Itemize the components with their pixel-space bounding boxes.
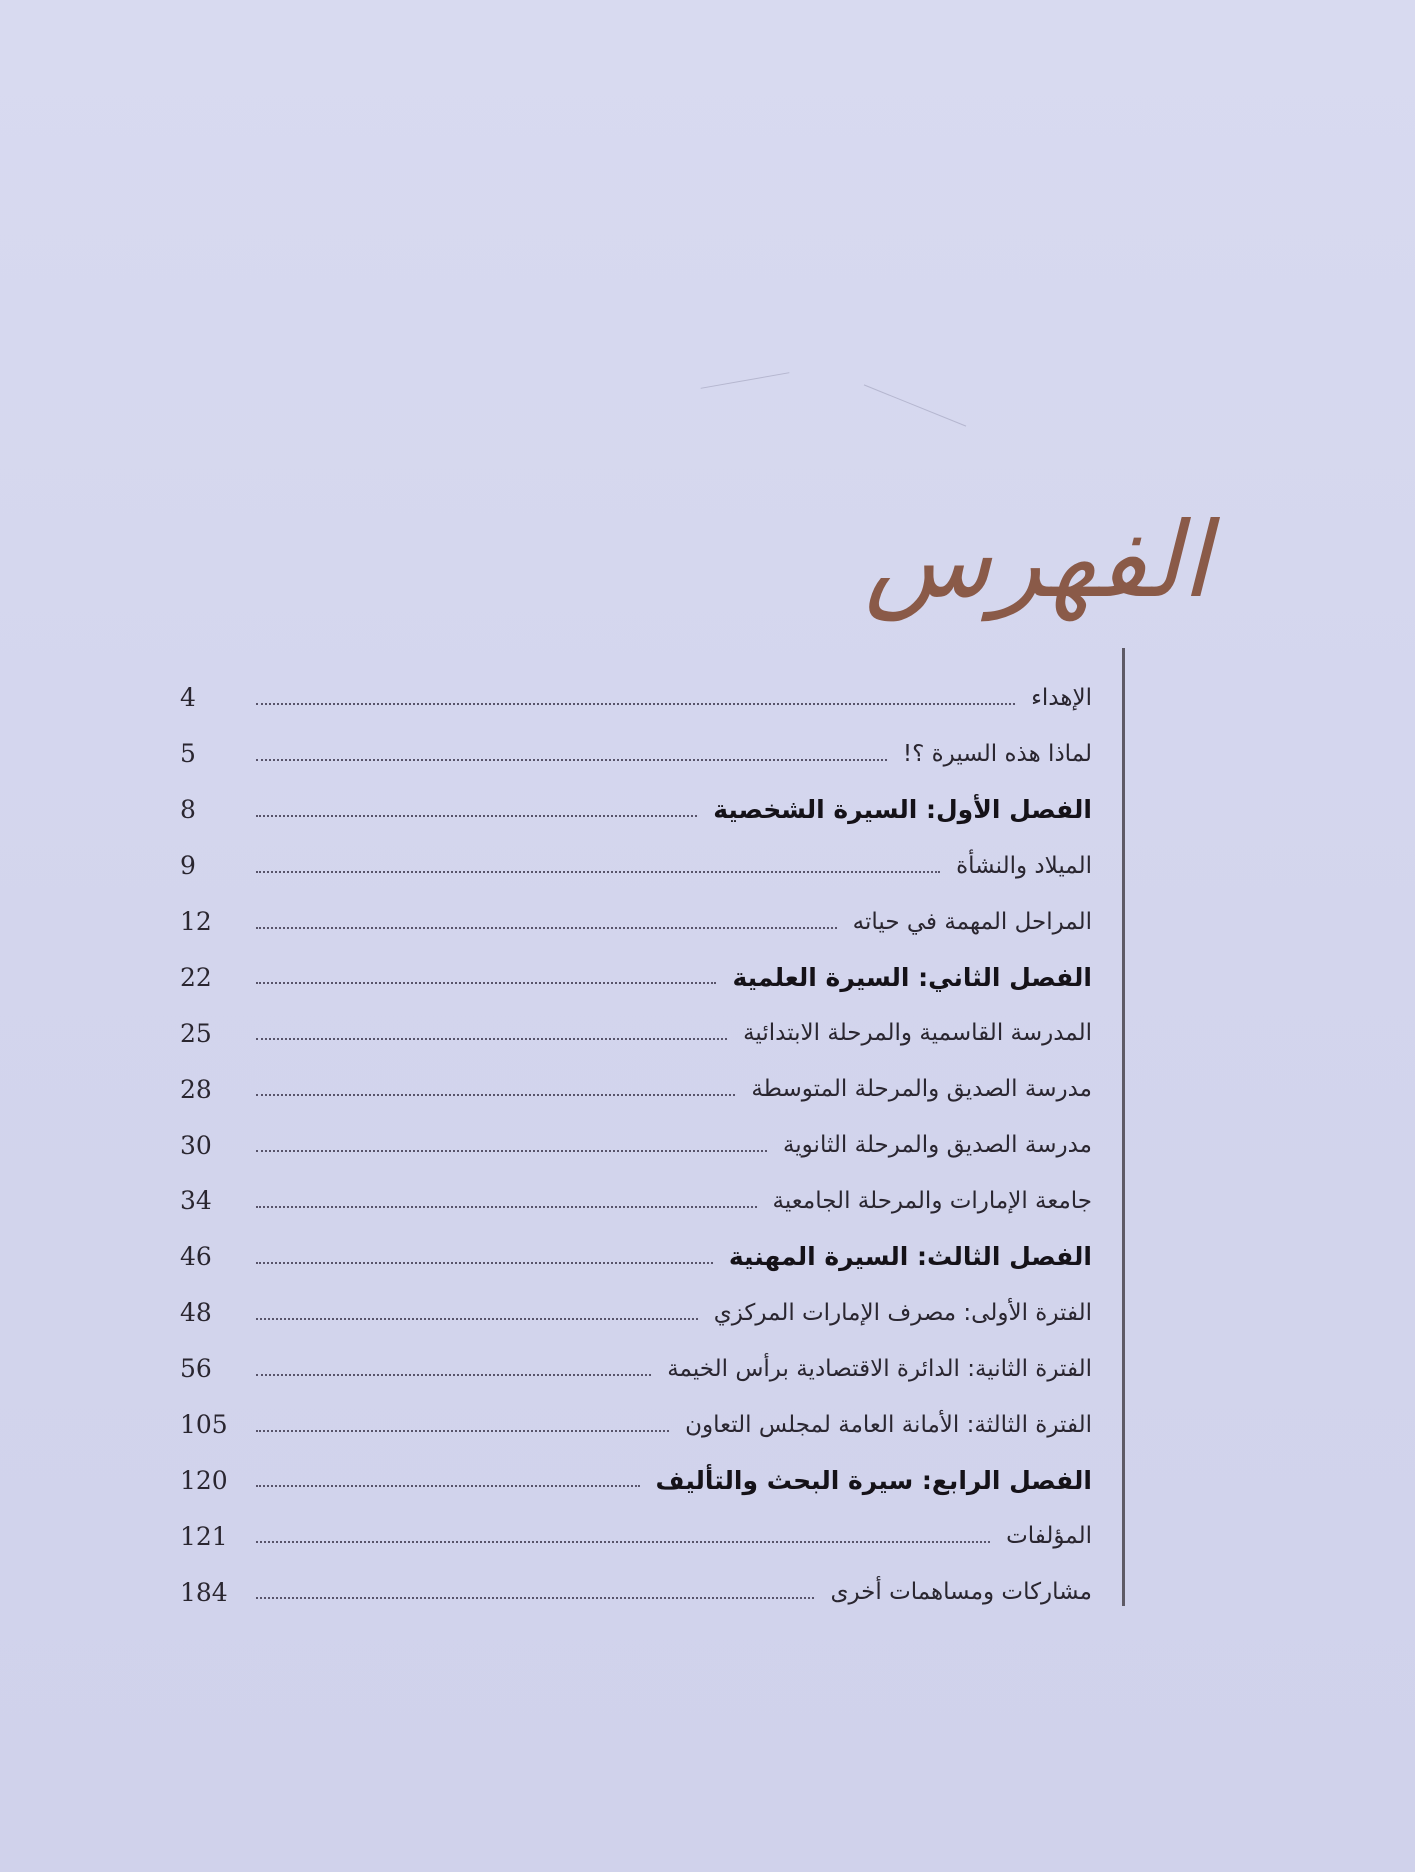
dot-leader (256, 703, 1015, 705)
toc-page-number: 34 (180, 1186, 212, 1216)
toc-entry-label: الفصل الثاني: السيرة العلمية (732, 962, 1092, 992)
toc-entry-label: الإهداء (1031, 684, 1092, 711)
dot-leader (256, 759, 887, 761)
toc-page-number: 22 (180, 962, 212, 992)
toc-entry (180, 670, 1092, 726)
toc-entry-label: مدرسة الصديق والمرحلة المتوسطة (751, 1076, 1092, 1103)
dot-leader (256, 1485, 640, 1487)
toc-chapter-entry (180, 782, 1092, 838)
dot-leader (256, 1038, 727, 1040)
paper-scratch (701, 372, 790, 389)
toc-chapter-entry (180, 1452, 1092, 1508)
toc-entry-label: المدرسة القاسمية والمرحلة الابتدائية (743, 1020, 1092, 1047)
toc-entry-label: الفصل الأول: السيرة الشخصية (713, 795, 1092, 825)
toc-entry-label: لماذا هذه السيرة ؟! (902, 740, 1092, 767)
toc-entry-label: الفترة الثانية: الدائرة الاقتصادية برأس الخيمة (667, 1355, 1092, 1382)
toc-page-number: 5 (180, 739, 196, 769)
toc-page-number: 121 (180, 1521, 228, 1551)
toc-entry (180, 1173, 1092, 1229)
dot-leader (256, 1374, 651, 1376)
dot-leader (256, 1094, 735, 1096)
toc-page-number: 25 (180, 1018, 212, 1048)
toc-entry-label: مشاركات ومساهمات أخرى (830, 1579, 1092, 1606)
table-of-contents (180, 670, 1092, 1620)
toc-entry (180, 1341, 1092, 1397)
toc-entry (180, 838, 1092, 894)
page-title: الفهرس (864, 499, 1210, 621)
toc-page-number: 4 (180, 683, 196, 713)
toc-entry (180, 1061, 1092, 1117)
toc-page-number: 184 (180, 1577, 228, 1607)
toc-entry (180, 1397, 1092, 1453)
dot-leader (256, 1262, 713, 1264)
toc-entry-label: المراحل المهمة في حياته (852, 908, 1092, 935)
dot-leader (256, 1541, 990, 1543)
dot-leader (256, 871, 940, 873)
toc-entry (180, 894, 1092, 950)
toc-entry-label: الفترة الثالثة: الأمانة العامة لمجلس التعاون (685, 1411, 1092, 1438)
dot-leader (256, 927, 837, 929)
toc-entry-label: الميلاد والنشأة (956, 852, 1092, 879)
toc-entry (180, 1564, 1092, 1620)
toc-entry (180, 1285, 1092, 1341)
toc-chapter-entry (180, 1229, 1092, 1285)
dot-leader (256, 1597, 814, 1599)
toc-entry-label: المؤلفات (1006, 1523, 1092, 1550)
toc-entry-label: الفترة الأولى: مصرف الإمارات المركزي (713, 1299, 1092, 1326)
toc-entry-label: مدرسة الصديق والمرحلة الثانوية (782, 1132, 1092, 1159)
toc-page-number: 9 (180, 851, 196, 881)
toc-chapter-entry (180, 949, 1092, 1005)
toc-page-number: 28 (180, 1074, 212, 1104)
toc-page-number: 8 (180, 795, 196, 825)
dot-leader (256, 1318, 698, 1320)
dot-leader (256, 815, 697, 817)
toc-page-number: 46 (180, 1242, 212, 1272)
toc-entry (180, 1508, 1092, 1564)
toc-entry-label: جامعة الإمارات والمرحلة الجامعية (772, 1187, 1092, 1214)
toc-entry (180, 726, 1092, 782)
vertical-rule (1122, 648, 1125, 1606)
toc-page-number: 48 (180, 1298, 212, 1328)
toc-page-number: 12 (180, 907, 212, 936)
toc-page-number: 120 (180, 1465, 228, 1495)
toc-entry (180, 1117, 1092, 1173)
toc-page-number: 56 (180, 1354, 212, 1384)
dot-leader (256, 1150, 767, 1152)
toc-page-number: 105 (180, 1410, 228, 1440)
dot-leader (256, 982, 716, 984)
toc-entry (180, 1005, 1092, 1061)
dot-leader (256, 1430, 669, 1432)
dot-leader (256, 1206, 757, 1208)
toc-page-number: 30 (180, 1130, 212, 1160)
toc-entry-label: الفصل الرابع: سيرة البحث والتأليف (655, 1465, 1092, 1495)
paper-scratch (864, 384, 966, 426)
toc-entry-label: الفصل الثالث: السيرة المهنية (728, 1242, 1092, 1272)
